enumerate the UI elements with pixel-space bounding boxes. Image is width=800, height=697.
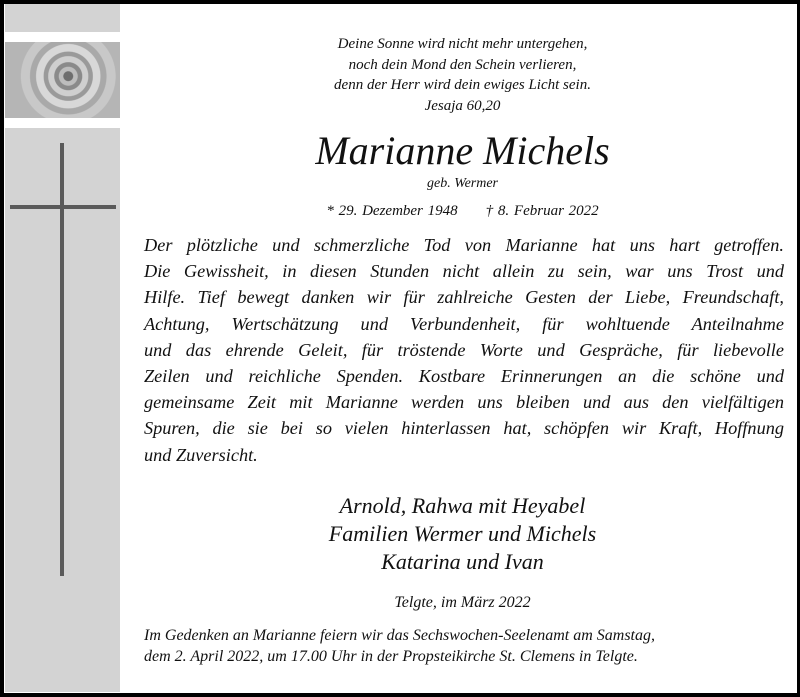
text-line: Zeilen und reichliche Spenden. Kostbare Erinnerungen an die schöne und	[144, 366, 784, 387]
text-line: Achtung, Wertschätzung und Verbundenheit, für wohltuende Anteilnahme	[144, 313, 784, 334]
text-line: Spuren, die sie bei so vielen hinterlassen hat, schöpfen wir Kraft, Hoffnung	[144, 418, 784, 439]
family-line: Arnold, Rahwa mit Heyabel	[339, 493, 586, 518]
note-line: dem 2. April 2022, um 17.00 Uhr in der Propsteikirche St. Clemens in Telgte.	[144, 647, 638, 665]
maiden-name: geb. Wermer	[426, 176, 499, 191]
family-line: Katarina und Ivan	[381, 549, 544, 574]
verse-line: denn der Herr wird dein ewiges Licht sein.	[334, 77, 591, 93]
birth-date: * 29. Dezember 1948	[326, 203, 458, 219]
text-line: und Zuversicht.	[144, 444, 258, 465]
verse-reference: Jesaja 60,20	[424, 97, 501, 114]
family-line: Familien Wermer und Michels	[328, 521, 597, 546]
verse-line: noch dein Mond den Schein verlieren,	[348, 56, 577, 73]
verse-line: Deine Sonne wird nicht mehr untergehen,	[337, 36, 588, 52]
deceased-name: Marianne Michels	[315, 128, 610, 173]
note-line: Im Gedenken an Marianne feiern wir das Sechswochen-Seelenamt am Samstag,	[144, 627, 655, 644]
text-line: Hilfe. Tief bewegt danken wir für zahlreiche Gesten der Liebe, Freundschaft,	[144, 287, 784, 308]
death-date: † 8. Februar 2022	[485, 203, 599, 219]
place-date: Telgte, im März 2022	[394, 594, 531, 611]
text-line: Die Gewissheit, in diesen Stunden nicht allein zu sein, war uns Trost und	[144, 261, 784, 282]
text-line: und das ehrende Geleit, für tröstende Worte und Gespräche, für liebevolle	[144, 339, 784, 360]
text-line: gemeinsame Zeit mit Marianne werden uns bleiben und aus den vielfältigen	[144, 392, 784, 413]
text-line: Der plötzliche und schmerzliche Tod von Marianne hat uns hart getroffen.	[144, 235, 784, 255]
